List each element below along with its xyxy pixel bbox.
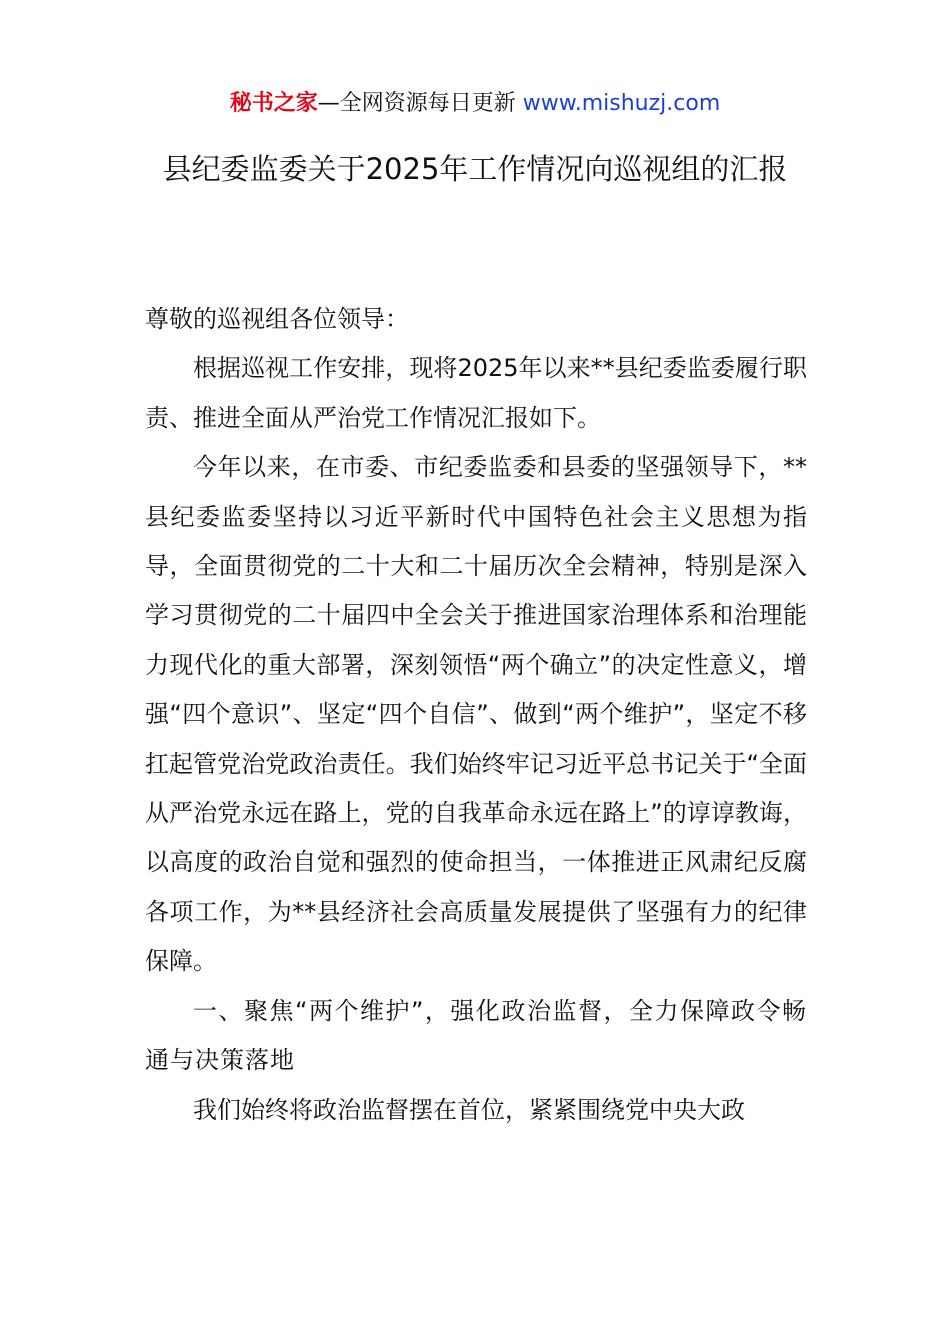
site-url-link[interactable]: www.mishuzj.com <box>522 91 721 116</box>
brand-name: 秘书之家 <box>229 91 318 116</box>
salutation: 尊敬的巡视组各位领导： <box>145 305 409 333</box>
document-title: 县纪委监委关于2025年工作情况向巡视组的汇报 <box>162 152 788 186</box>
paragraph-overview: 今年以来，在市委、市纪委监委和县委的坚强领导下，**县纪委监委坚持以习近平新时代中国特色社会主义思想为指导，全面贯彻党的二十大和二十届历次全会精神，特别是深入学习贯彻党的二十届四中全会关于推进国家治理体系和治理能力现代化的重大部署，深刻领悟“两个确立”的决定性意义，增强“四个意识”、坚定“四个自信”、做到“两个维护”，坚定不移扛起管党治党政治责任。我们始终牢记习近平总书记关于“全面从严治党永远在路上，党的自我革命永远在路上”的谆谆教诲，以高度的政治自觉和强烈的使命担当，一体推进正风肃纪反腐各项工作，为**县经济社会高质量发展提供了坚强有力的纪律保障。 <box>145 453 807 976</box>
document-body <box>145 295 807 1135</box>
header-tagline: —全网资源每日更新 <box>317 91 523 116</box>
site-header <box>0 88 950 120</box>
paragraph-section-1: 我们始终将政治监督摆在首位，紧紧围绕党中央大政 <box>193 1095 745 1124</box>
paragraph-intro: 根据巡视工作安排，现将2025年以来**县纪委监委履行职责、推进全面从严治党工作情况汇报如下。 <box>145 354 807 432</box>
section-heading-1: 一、聚焦“两个维护”，强化政治监督，全力保障政令畅通与决策落地 <box>145 996 807 1075</box>
